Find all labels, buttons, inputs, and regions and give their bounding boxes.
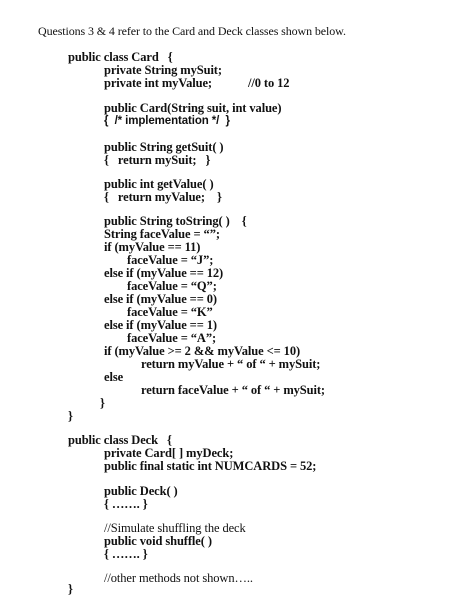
deck-field-mydeck: private Card[ ] myDeck; xyxy=(104,446,234,460)
getvalue-body: { return myValue; } xyxy=(104,190,222,204)
tostring-close-brace: } xyxy=(100,396,105,410)
tostring-line-4: else if (myValue == 12) xyxy=(104,266,224,280)
card-constructor-signature: public Card(String suit, int value) xyxy=(104,101,282,115)
tostring-line-10: if (myValue >= 2 && myValue <= 10) xyxy=(104,344,301,358)
card-class-close-brace: } xyxy=(68,409,73,423)
tostring-signature: public String toString( ) { xyxy=(104,214,247,228)
tostring-line-12: else xyxy=(104,370,124,384)
shuffle-body: { ……. } xyxy=(104,547,148,561)
tostring-line-3: faceValue = “J”; xyxy=(127,253,214,267)
card-class-declaration: public class Card { xyxy=(68,50,173,64)
tostring-line-2: if (myValue == 11) xyxy=(104,240,201,254)
deck-field-numcards: public final static int NUMCARDS = 52; xyxy=(104,459,317,473)
card-constructor-body: { /* implementation */ } xyxy=(104,115,230,127)
card-field-value: private int myValue; xyxy=(104,76,212,90)
deck-class-close-brace: } xyxy=(68,582,73,596)
getsuit-body: { return mySuit; } xyxy=(104,153,211,167)
deck-class-declaration: public class Deck { xyxy=(68,433,172,447)
tostring-line-8: else if (myValue == 1) xyxy=(104,318,217,332)
shuffle-signature: public void shuffle( ) xyxy=(104,534,212,548)
tostring-line-11: return myValue + “ of “ + mySuit; xyxy=(141,357,321,371)
tostring-line-6: else if (myValue == 0) xyxy=(104,292,217,306)
shuffle-comment: //Simulate shuffling the deck xyxy=(104,521,246,535)
getvalue-signature: public int getValue( ) xyxy=(104,177,214,191)
tostring-line-7: faceValue = “K” xyxy=(127,305,213,319)
tostring-line-5: faceValue = “Q”; xyxy=(127,279,217,293)
deck-constructor-signature: public Deck( ) xyxy=(104,484,178,498)
card-field-suit: private String mySuit; xyxy=(104,63,222,77)
getsuit-signature: public String getSuit( ) xyxy=(104,140,224,154)
other-methods-comment: //other methods not shown….. xyxy=(104,571,253,585)
tostring-line-13: return faceValue + “ of “ + mySuit; xyxy=(141,383,325,397)
tostring-line-1: String faceValue = “”; xyxy=(104,227,220,241)
deck-constructor-body: { ……. } xyxy=(104,497,148,511)
tostring-line-9: faceValue = “A”; xyxy=(127,331,217,345)
intro-text: Questions 3 & 4 refer to the Card and Deck classes shown below. xyxy=(38,24,346,38)
card-field-value-comment: //0 to 12 xyxy=(248,76,290,90)
